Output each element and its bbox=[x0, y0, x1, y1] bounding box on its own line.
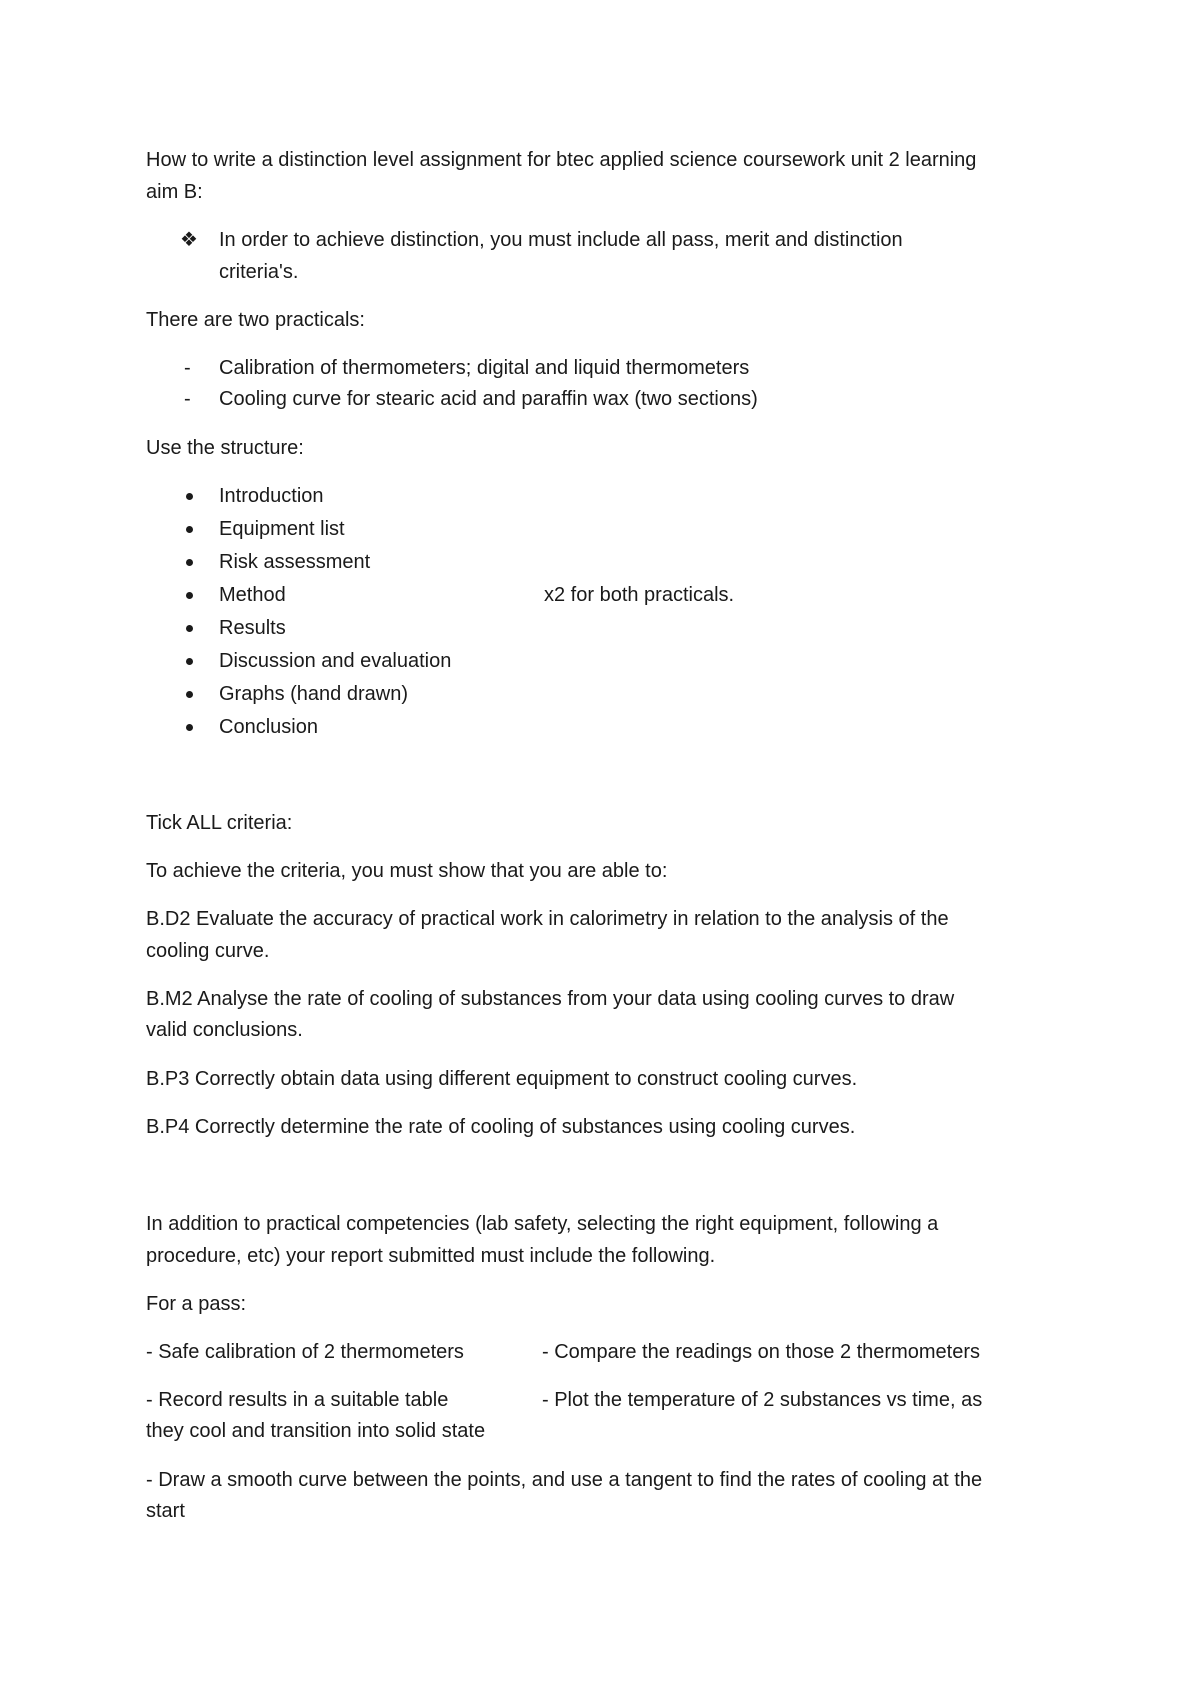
note-line-1: In order to achieve distinction, you must include all pass, merit and distinction bbox=[219, 229, 903, 251]
bullet-icon bbox=[186, 526, 193, 533]
dash-bullet: - bbox=[184, 357, 191, 379]
intro-line-2: aim B: bbox=[146, 181, 203, 203]
structure-item-discussion: Discussion and evaluation bbox=[219, 650, 452, 672]
pass-item-smooth-curve-line-1: - Draw a smooth curve between the points, and use a tangent to find the rates of cooling at the bbox=[146, 1469, 983, 1491]
dash-bullet: - bbox=[184, 388, 191, 410]
criteria-lead: To achieve the criteria, you must show that you are able to: bbox=[146, 860, 668, 882]
criterion-m2-line-1: B.M2 Analyse the rate of cooling of substances from your data using cooling curves to draw bbox=[146, 988, 955, 1010]
bullet-icon bbox=[186, 592, 193, 599]
addition-line-1: In addition to practical competencies (lab safety, selecting the right equipment, following a bbox=[146, 1213, 939, 1235]
structure-item-graphs: Graphs (hand drawn) bbox=[219, 683, 408, 705]
structure-item-introduction: Introduction bbox=[219, 485, 324, 507]
bullet-icon bbox=[186, 559, 193, 566]
practical-item-2: Cooling curve for stearic acid and paraffin wax (two sections) bbox=[219, 388, 758, 410]
bullet-icon bbox=[186, 691, 193, 698]
addition-line-2: procedure, etc) your report submitted must include the following. bbox=[146, 1245, 716, 1267]
bullet-icon bbox=[186, 724, 193, 731]
structure-item-conclusion: Conclusion bbox=[219, 716, 318, 738]
structure-item-risk: Risk assessment bbox=[219, 551, 371, 573]
pass-heading: For a pass: bbox=[146, 1293, 247, 1315]
structure-item-method: Method bbox=[219, 584, 286, 606]
criterion-d2-line-1: B.D2 Evaluate the accuracy of practical work in calorimetry in relation to the analysis of the bbox=[146, 908, 949, 930]
criterion-d2-line-2: cooling curve. bbox=[146, 940, 270, 962]
criteria-heading: Tick ALL criteria: bbox=[146, 812, 293, 834]
practical-item-1: Calibration of thermometers; digital and liquid thermometers bbox=[219, 357, 750, 379]
practicals-heading: There are two practicals: bbox=[146, 309, 365, 331]
criterion-p3: B.P3 Correctly obtain data using different equipment to construct cooling curves. bbox=[146, 1068, 858, 1090]
criterion-p4: B.P4 Correctly determine the rate of cooling of substances using cooling curves. bbox=[146, 1116, 856, 1138]
intro-line-1: How to write a distinction level assignment for btec applied science coursework unit 2 learning bbox=[146, 149, 977, 171]
pass-item-compare: - Compare the readings on those 2 thermometers bbox=[542, 1341, 980, 1363]
pass-item-smooth-curve-line-2: start bbox=[146, 1500, 185, 1522]
bullet-icon bbox=[186, 493, 193, 500]
four-diamond-icon: ❖ bbox=[180, 229, 198, 251]
criterion-m2-line-2: valid conclusions. bbox=[146, 1019, 303, 1041]
pass-item-calibration: - Safe calibration of 2 thermometers bbox=[146, 1341, 464, 1363]
structure-item-results: Results bbox=[219, 617, 286, 639]
note-line-2: criteria's. bbox=[219, 261, 299, 283]
bullet-icon bbox=[186, 658, 193, 665]
structure-side-note: x2 for both practicals. bbox=[544, 584, 735, 606]
bullet-icon bbox=[186, 625, 193, 632]
pass-item-plot-continued: they cool and transition into solid state bbox=[146, 1420, 486, 1442]
structure-item-equipment: Equipment list bbox=[219, 518, 345, 540]
structure-heading: Use the structure: bbox=[146, 437, 304, 459]
pass-item-plot: - Plot the temperature of 2 substances vs time, as bbox=[542, 1389, 983, 1411]
pass-item-record: - Record results in a suitable table bbox=[146, 1389, 449, 1411]
